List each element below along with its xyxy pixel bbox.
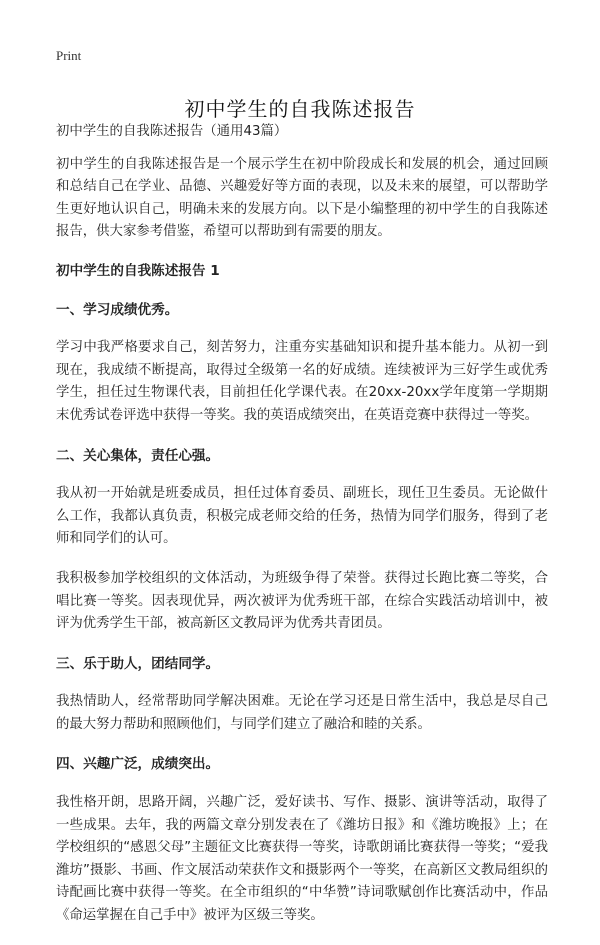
section-heading-2: 二、关心集体，责任心强。 — [56, 447, 220, 464]
section-3-paragraph-1: 我热情助人，经常帮助同学解决困难。无论在学习还是日常生活中，我总是尽自己的最大努力帮助和照顾他们，与同学们建立了融洽和睦的关系。 — [56, 694, 548, 732]
section-heading-4: 四、兴趣广泛，成绩突出。 — [56, 756, 220, 773]
document-body — [56, 121, 548, 945]
intro-paragraph: 初中学生的自我陈述报告是一个展示学生在初中阶段成长和发展的机会，通过回顾和总结自己在学业、品德、兴趣爱好等方面的表现，以及未来的展望，可以帮助学生更好地认识自己，明确未来的发展方向。以下是小编整理的初中学生的自我陈述报告，供大家参考借鉴，希望可以帮助到有需要的朋友。 — [56, 156, 548, 240]
section-4-paragraph-1: 我性格开朗，思路开阔，兴趣广泛，爱好读书、写作、摄影、演讲等活动，取得了一些成果。去年，我的两篇文章分别发表在了《潍坊日报》和《潍坊晚报》上；在学校组织的“感恩父母”主题征文比赛获得一等奖，诗歌朗诵比赛获得一等奖；“爱我潍坊”摄影、书画、作文展活动荣获作文和摄影两个一等奖，在高新区文教局组织的诗配画比赛中获得一等奖。在全市组织的“中华赞”诗词歌赋创作比赛活动中，作品《命运掌握在自己手中》被评为区级三等奖。 — [56, 795, 548, 924]
section-heading-3: 三、乐于助人，团结同学。 — [56, 655, 220, 672]
section-title: 初中学生的自我陈述报告 1 — [56, 262, 220, 279]
section-1-paragraph-1: 学习中我严格要求自己，刻苦努力，注重夯实基础知识和提升基本能力。从初一到现在，我成绩不断提高，取得过全级第一名的好成绩。连续被评为三好学生或优秀学生，担任过生物课代表，目前担任化学课代表。在20xx-20xx学年度第一学期期末优秀试卷评选中获得一等奖。我的英语成绩突出，在英语竞赛中获得过一等奖。 — [56, 340, 548, 423]
section-heading-1: 一、学习成绩优秀。 — [56, 301, 179, 318]
document-title: 初中学生的自我陈述报告 — [184, 97, 416, 122]
print-link[interactable]: Print — [56, 48, 82, 63]
section-2-paragraph-1: 我从初一开始就是班委成员，担任过体育委员、副班长，现任卫生委员。无论做什么工作，我都认真负责，积极完成老师交给的任务，热情为同学们服务，得到了老师和同学们的认可。 — [56, 486, 548, 547]
document-subtitle: 初中学生的自我陈述报告（通用43篇） — [56, 124, 288, 139]
section-2-paragraph-2: 我积极参加学校组织的文体活动，为班级争得了荣誉。获得过长跑比赛二等奖，合唱比赛一等奖。因表现优异，两次被评为优秀班干部，在综合实践活动培训中，被评为优秀学生干部，被高新区文教局评为优秀共青团员。 — [56, 570, 548, 632]
